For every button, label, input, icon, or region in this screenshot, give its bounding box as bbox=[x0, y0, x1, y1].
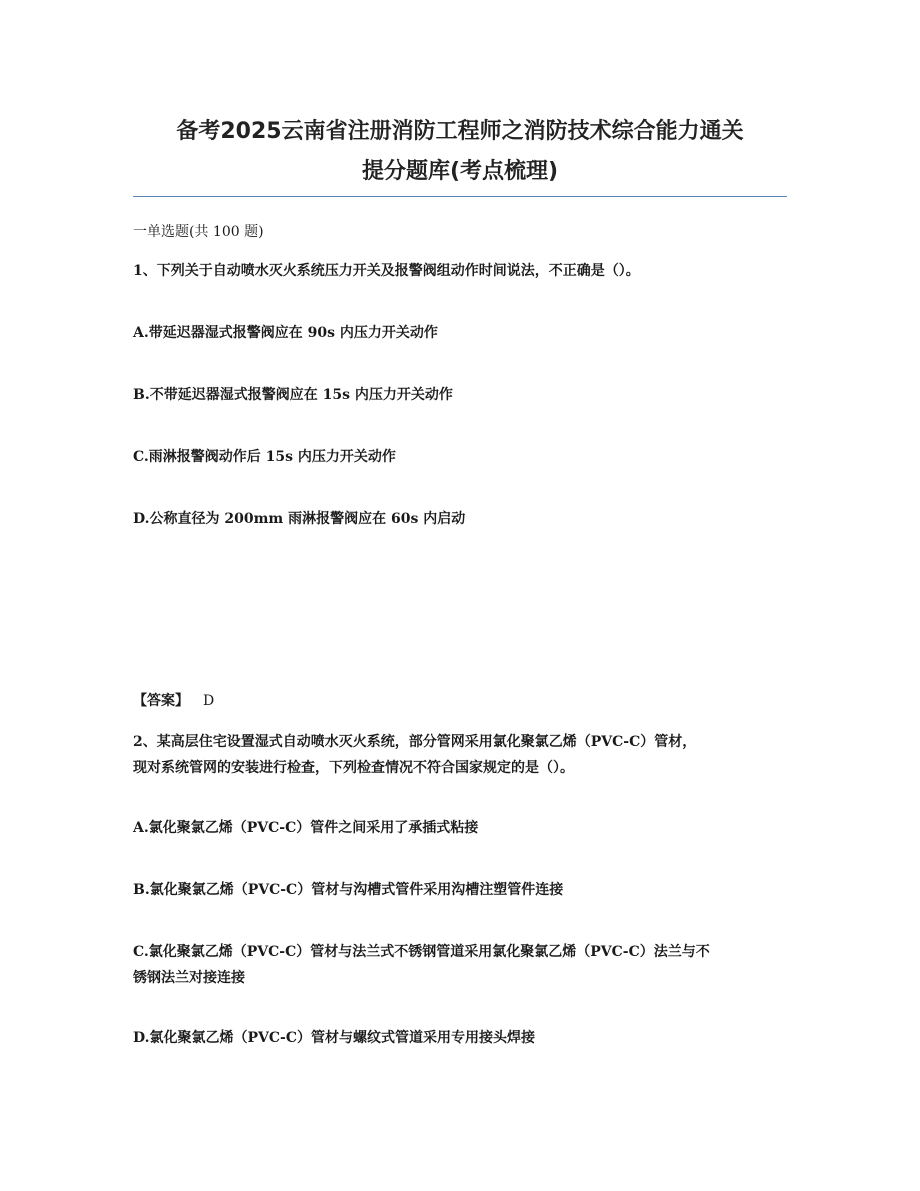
question-2-stem-line-2: 现对系统管网的安装进行检查，下列检查情况不符合国家规定的是（）。 bbox=[133, 760, 574, 776]
answer-value: D bbox=[203, 693, 215, 709]
section-heading: 一单选题(共 100 题) bbox=[133, 224, 264, 240]
question-1-option-a: A.带延迟器湿式报警阀应在 90s 内压力开关动作 bbox=[133, 325, 438, 341]
document-title-line-2: 提分题库(考点梳理) bbox=[361, 159, 559, 184]
question-2-option-c-line-1: C.氯化聚氯乙烯（PVC-C）管材与法兰式不锈钢管道采用氯化聚氯乙烯（PVC-C）法兰与不 bbox=[133, 944, 710, 960]
question-2-option-b: B.氯化聚氯乙烯（PVC-C）管材与沟槽式管件采用沟槽注塑管件连接 bbox=[133, 882, 564, 898]
question-2-stem-line-1: 2、某高层住宅设置湿式自动喷水灭火系统，部分管网采用氯化聚氯乙烯（PVC-C）管材， bbox=[133, 734, 697, 750]
question-1-option-c: C.雨淋报警阀动作后 15s 内压力开关动作 bbox=[133, 449, 396, 465]
title-divider bbox=[133, 196, 787, 197]
answer-label: 【答案】 bbox=[133, 693, 189, 709]
question-2-option-d: D.氯化聚氯乙烯（PVC-C）管材与螺纹式管道采用专用接头焊接 bbox=[133, 1030, 535, 1046]
question-2-option-c-line-2: 锈钢法兰对接连接 bbox=[133, 970, 245, 986]
question-1-option-d: D.公称直径为 200mm 雨淋报警阀应在 60s 内启动 bbox=[133, 511, 466, 527]
question-1-option-b: B.不带延迟器湿式报警阀应在 15s 内压力开关动作 bbox=[133, 387, 453, 403]
question-1-answer bbox=[133, 688, 793, 714]
document-title bbox=[120, 112, 800, 192]
question-2-option-a: A.氯化聚氯乙烯（PVC-C）管件之间采用了承插式粘接 bbox=[133, 820, 479, 836]
document-title-line-1: 备考2025云南省注册消防工程师之消防技术综合能力通关 bbox=[176, 119, 744, 144]
question-1-stem: 1、下列关于自动喷水灭火系统压力开关及报警阀组动作时间说法，不正确是（）。 bbox=[133, 263, 640, 279]
